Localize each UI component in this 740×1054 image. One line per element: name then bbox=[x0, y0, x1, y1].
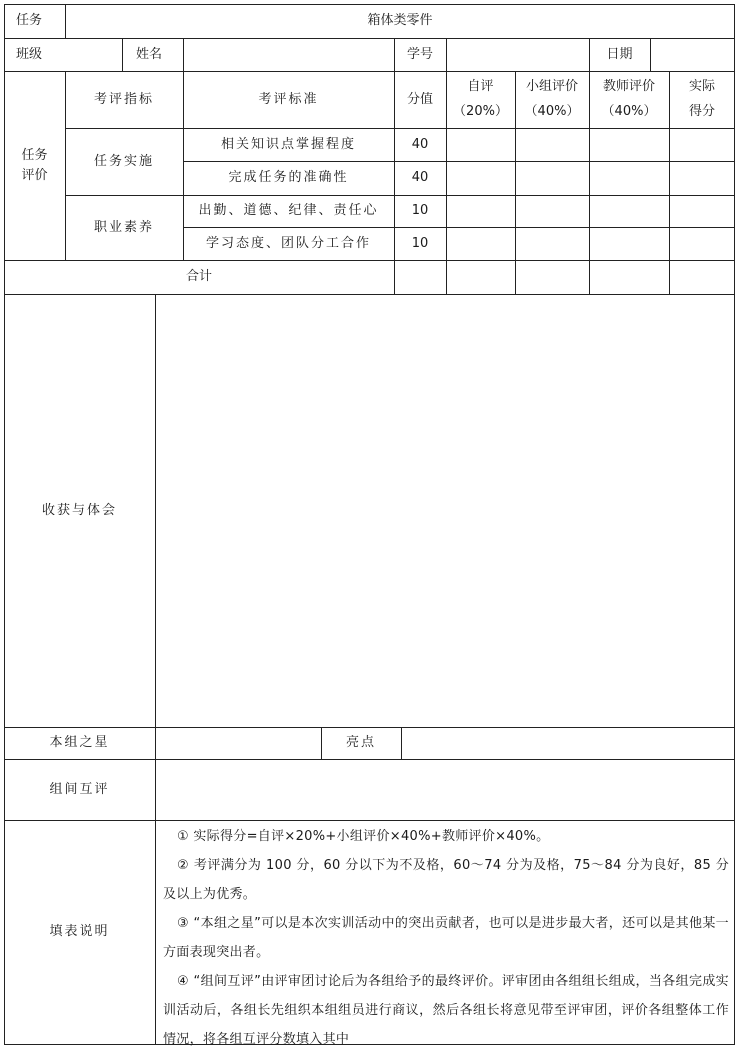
instruction-item: ② 考评满分为 100 分，60 分以下为不及格，60～74 分为及格，75～84 分为良好，85 分及以上为优秀。 bbox=[163, 858, 729, 902]
evaluation-section-label-line1: 任务 bbox=[21, 148, 48, 163]
col-header-actual bbox=[669, 71, 735, 128]
col-header-teacher bbox=[589, 71, 669, 128]
standard-row-1: 相关知识点掌握程度 bbox=[220, 136, 356, 152]
date-field[interactable] bbox=[650, 38, 735, 71]
col-header-actual-line1: 实际 bbox=[688, 78, 715, 94]
col-header-score: 分值 bbox=[406, 91, 433, 107]
standard-row-4: 学习态度、团队分工合作 bbox=[205, 235, 371, 251]
index-professional-quality: 职业素养 bbox=[93, 219, 154, 235]
evaluation-section-label-line2: 评价 bbox=[21, 167, 48, 183]
date-label: 日期 bbox=[606, 46, 633, 62]
reflection-label: 收获与体会 bbox=[41, 502, 117, 518]
class-field[interactable] bbox=[65, 38, 122, 71]
task-value: 箱体类零件 bbox=[367, 13, 433, 29]
task-label: 任务 bbox=[16, 13, 43, 29]
col-header-group-title: 小组评价 bbox=[525, 78, 578, 94]
instruction-item: ① 实际得分=自评×20%+小组评价×40%+教师评价×40%。 bbox=[177, 829, 550, 844]
group-star-field[interactable] bbox=[155, 727, 321, 759]
col-header-self-weight: （20%） bbox=[453, 103, 508, 119]
highlight-label: 亮点 bbox=[345, 735, 376, 751]
student-id-field[interactable] bbox=[446, 38, 589, 71]
score-row-2: 40 bbox=[411, 170, 429, 186]
col-header-standard: 考评标准 bbox=[258, 91, 319, 107]
highlight-field[interactable] bbox=[401, 727, 735, 759]
col-header-actual-line2: 得分 bbox=[688, 103, 715, 119]
col-header-teacher-title: 教师评价 bbox=[602, 78, 655, 94]
name-field[interactable] bbox=[183, 38, 394, 71]
evaluation-section-label bbox=[4, 71, 65, 260]
col-header-self bbox=[446, 71, 515, 128]
index-task-implementation: 任务实施 bbox=[93, 153, 154, 169]
instruction-item: ③ “本组之星”可以是本次实训活动中的突出贡献者，也可以是进步最大者，还可以是其他某一方面表现突出者。 bbox=[163, 916, 729, 960]
peer-evaluation-label: 组间互评 bbox=[49, 781, 110, 797]
col-header-group-weight: （40%） bbox=[524, 103, 580, 119]
reflection-field[interactable] bbox=[155, 294, 735, 727]
col-header-self-title: 自评 bbox=[467, 78, 494, 94]
col-header-index: 考评指标 bbox=[93, 91, 154, 107]
instructions-label: 填表说明 bbox=[49, 924, 110, 940]
score-row-1: 40 bbox=[411, 136, 429, 152]
score-row-4: 10 bbox=[411, 235, 429, 251]
peer-evaluation-field[interactable] bbox=[155, 759, 735, 820]
col-header-teacher-weight: （40%） bbox=[601, 103, 657, 119]
standard-row-2: 完成任务的准确性 bbox=[228, 170, 349, 186]
instructions-text bbox=[163, 822, 729, 1054]
score-row-3: 10 bbox=[411, 203, 429, 219]
name-label: 姓名 bbox=[136, 46, 163, 62]
group-star-label: 本组之星 bbox=[49, 735, 110, 751]
total-label: 合计 bbox=[185, 269, 212, 285]
col-header-group bbox=[515, 71, 589, 128]
class-label: 班级 bbox=[16, 46, 43, 62]
student-id-label: 学号 bbox=[406, 46, 433, 62]
instruction-item: ④ “组间互评”由评审团讨论后为各组给予的最终评价。评审团由各组组长组成，当各组完成实训活动后，各组长先组织本组组员进行商议，然后各组长将意见带至评审团，评价各组整体工作情况，将各组互评分数填入其中 bbox=[163, 974, 729, 1047]
standard-row-3: 出勤、道德、纪律、责任心 bbox=[198, 203, 379, 219]
